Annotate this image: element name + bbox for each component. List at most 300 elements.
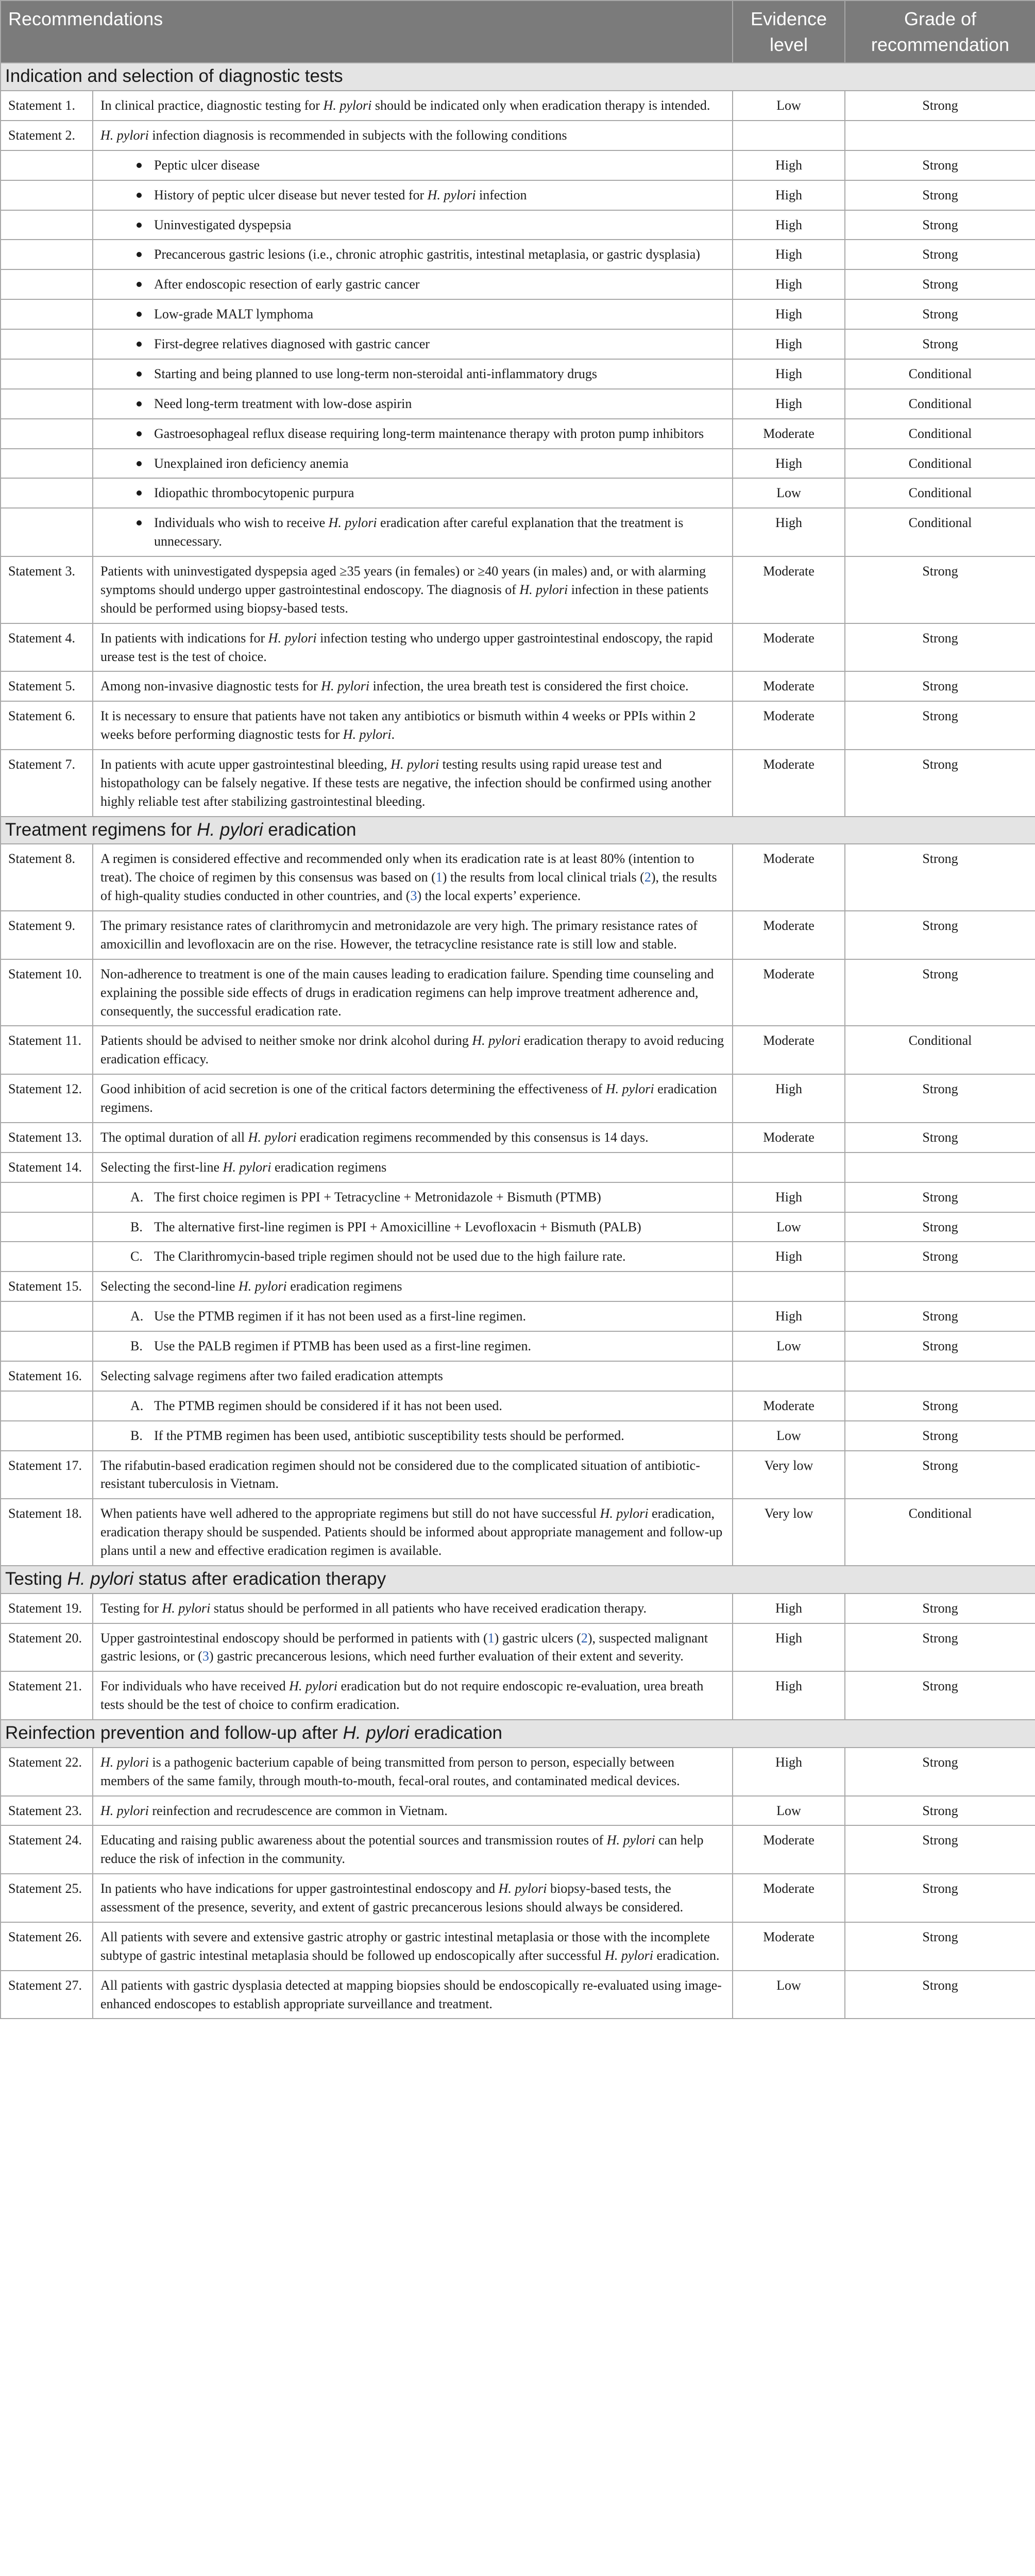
statement-number: Statement 20. [1,1623,93,1672]
recommendation-text [93,359,733,389]
recommendation-text [93,269,733,299]
recommendation-body: When patients have well adhered to the appropriate regimens but still do not have successful H. pylori eradication, eradication therapy should be suspended. Patients should be informed about appropriate management and follow-up plans until a new and effective eradication regimen is available. [100,1506,723,1558]
table-row [1,1026,1035,1074]
grade-of-recommendation: Conditional [845,1499,1035,1566]
recommendation-text [93,1272,733,1301]
table-row [1,1421,1035,1451]
grade-of-recommendation: Strong [845,1391,1035,1421]
table-row [1,359,1035,389]
recommendation-text [93,671,733,701]
table-row [1,1825,1035,1874]
recommendation-body: In patients with acute upper gastrointestinal bleeding, H. pylori testing results using rapid urease test and histopathology can be falsely negative. If these tests are negative, the infection should be confirmed using another highly reliable test after stabilizing gastrointestinal bleeding. [100,757,711,809]
statement-number: Statement 25. [1,1874,93,1922]
statement-number: Statement 15. [1,1272,93,1301]
recommendation-text [93,750,733,817]
section-header-row [1,1720,1035,1748]
bullet-icon [137,312,142,317]
evidence-level: Very low [733,1451,845,1499]
evidence-level: High [733,389,845,419]
grade-of-recommendation: Strong [845,1182,1035,1212]
evidence-level: Low [733,1796,845,1826]
bullet-icon [137,490,142,496]
recommendation-body: The rifabutin-based eradication regimen should not be considered due to the complicated situation of antibiotic-resistant tuberculosis in Vietnam. [100,1458,700,1492]
grade-of-recommendation: Strong [845,240,1035,269]
statement-number: Statement 19. [1,1594,93,1623]
recommendation-body: In patients with indications for H. pylori infection testing who undergo upper gastrointestinal endoscopy, the rapid urease test is the test of choice. [100,630,713,664]
statement-number [1,329,93,359]
recommendation-text [93,1182,733,1212]
evidence-level: High [733,329,845,359]
grade-of-recommendation: Strong [845,959,1035,1026]
table-row [1,210,1035,240]
evidence-level: High [733,150,845,180]
table-row [1,1331,1035,1361]
table-row [1,623,1035,672]
evidence-level: Moderate [733,1391,845,1421]
table-row [1,329,1035,359]
table-row [1,1301,1035,1331]
table-row [1,1123,1035,1153]
evidence-level: Low [733,1971,845,2019]
recommendation-text [93,1391,733,1421]
bullet-icon [137,371,142,377]
grade-of-recommendation: Strong [845,1212,1035,1242]
recommendation-body: Testing for H. pylori status should be performed in all patients who have received eradication therapy. [100,1600,647,1616]
evidence-level: Moderate [733,750,845,817]
section-title: Indication and selection of diagnostic tests [1,63,1035,91]
evidence-level: High [733,1671,845,1720]
evidence-level: Moderate [733,1922,845,1971]
recommendation-text [93,1594,733,1623]
recommendation-body: Patients should be advised to neither smoke nor drink alcohol during H. pylori eradication therapy to avoid reducing eradication efficacy. [100,1033,724,1067]
grade-of-recommendation: Strong [845,269,1035,299]
grade-of-recommendation: Strong [845,1748,1035,1796]
recommendation-body: A regimen is considered effective and recommended only when its eradication rate is at least 80% (intention to treat). The choice of regimen by this consensus was based on (1) the results from local clinical trials (2), the results of high-quality studies conducted in other countries, and (3) the local experts’ experience. [100,851,717,904]
statement-number: Statement 16. [1,1361,93,1391]
section-header-row [1,1566,1035,1594]
bullet-icon [137,252,142,257]
statement-number: Statement 22. [1,1748,93,1796]
statement-number [1,449,93,479]
recommendation-body: Educating and raising public awareness about the potential sources and transmission routes of H. pylori can help reduce the risk of infection in the community. [100,1833,704,1867]
grade-of-recommendation: Strong [845,299,1035,329]
evidence-level [733,1153,845,1182]
grade-of-recommendation: Strong [845,1421,1035,1451]
recommendation-body: H. pylori reinfection and recrudescence are common in Vietnam. [100,1803,448,1818]
section-title: Treatment regimens for H. pylori eradication [1,817,1035,844]
evidence-level: Low [733,1421,845,1451]
sub-item-letter: B. [130,1338,143,1354]
recommendation-text [93,1451,733,1499]
table-row [1,671,1035,701]
recommendation-body: After endoscopic resection of early gastric cancer [154,277,420,292]
recommendation-text [93,1361,733,1391]
recommendation-text [93,389,733,419]
statement-number [1,359,93,389]
statement-number: Statement 14. [1,1153,93,1182]
statement-number: Statement 24. [1,1825,93,1874]
grade-of-recommendation: Strong [845,1451,1035,1499]
recommendation-text [93,1796,733,1826]
statement-number: Statement 2. [1,121,93,150]
table-row [1,508,1035,556]
statement-number [1,299,93,329]
evidence-level: Moderate [733,911,845,959]
statement-number [1,508,93,556]
recommendation-body: Precancerous gastric lesions (i.e., chronic atrophic gastritis, intestinal metaplasia, or gastric dysplasia) [154,247,700,262]
bullet-icon [137,193,142,198]
recommendation-body: The optimal duration of all H. pylori eradication regimens recommended by this consensus is 14 days. [100,1129,649,1145]
recommendation-text [93,1331,733,1361]
evidence-level: High [733,299,845,329]
recommendation-body: Peptic ulcer disease [154,157,260,173]
grade-of-recommendation: Strong [845,556,1035,623]
bullet-icon [137,401,142,406]
bullet-icon [137,431,142,436]
table-row [1,750,1035,817]
grade-of-recommendation: Strong [845,329,1035,359]
recommendation-text [93,1026,733,1074]
grade-of-recommendation: Strong [845,623,1035,672]
sub-item-letter: A. [130,1309,144,1324]
table-row [1,150,1035,180]
statement-number: Statement 5. [1,671,93,701]
evidence-level: Moderate [733,419,845,449]
statement-number [1,1391,93,1421]
header-grade: Grade of recommendation [845,1,1035,63]
statement-number: Statement 4. [1,623,93,672]
evidence-level: Moderate [733,701,845,750]
grade-of-recommendation: Strong [845,1594,1035,1623]
recommendation-text [93,1922,733,1971]
recommendation-text [93,121,733,150]
recommendation-text [93,556,733,623]
recommendation-text [93,844,733,911]
evidence-level: Moderate [733,1026,845,1074]
grade-of-recommendation: Strong [845,91,1035,121]
recommendation-body: Uninvestigated dyspepsia [154,217,292,232]
evidence-level [733,1361,845,1391]
recommendation-text [93,1421,733,1451]
table-row [1,478,1035,508]
recommendation-text [93,1074,733,1123]
table-row [1,1391,1035,1421]
recommendation-text [93,449,733,479]
grade-of-recommendation: Conditional [845,359,1035,389]
recommendation-body: Use the PTMB regimen if it has not been used as a first-line regimen. [154,1309,527,1324]
recommendation-body: All patients with severe and extensive gastric atrophy or gastric intestinal metaplasia or those with the incomplete subtype of gastric intestinal metaplasia should be followed up endoscopically after successful H. pylori eradication. [100,1929,720,1963]
recommendation-body: H. pylori is a pathogenic bacterium capable of being transmitted from person to person, especially between members of the same family, through mouth-to-mouth, fecal-oral routes, and contaminated medical devices. [100,1754,680,1788]
table-row [1,1594,1035,1623]
grade-of-recommendation: Strong [845,1671,1035,1720]
statement-number: Statement 27. [1,1971,93,2019]
recommendation-body: Gastroesophageal reflux disease requiring long-term maintenance therapy with proton pump inhibitors [154,426,704,441]
recommendation-body: Unexplained iron deficiency anemia [154,455,349,471]
recommendation-text [93,701,733,750]
evidence-level: Low [733,91,845,121]
statement-number: Statement 3. [1,556,93,623]
evidence-level: High [733,508,845,556]
evidence-level: High [733,269,845,299]
recommendation-text [93,329,733,359]
evidence-level: Moderate [733,844,845,911]
statement-number [1,210,93,240]
statement-number [1,240,93,269]
statement-number [1,389,93,419]
recommendation-body: It is necessary to ensure that patients have not taken any antibiotics or bismuth within 4 weeks or PPIs within 2 weeks before performing diagnostic tests for H. pylori. [100,708,696,742]
table-row [1,449,1035,479]
statement-number [1,269,93,299]
grade-of-recommendation: Strong [845,1623,1035,1672]
statement-number: Statement 12. [1,1074,93,1123]
statement-number [1,180,93,210]
recommendation-text [93,1825,733,1874]
grade-of-recommendation: Strong [845,1123,1035,1153]
statement-number [1,1331,93,1361]
sub-item-letter: B. [130,1428,143,1443]
statement-number: Statement 18. [1,1499,93,1566]
statement-number: Statement 13. [1,1123,93,1153]
recommendation-body: Selecting salvage regimens after two failed eradication attempts [100,1368,443,1383]
evidence-level: High [733,1301,845,1331]
grade-of-recommendation: Conditional [845,508,1035,556]
grade-of-recommendation [845,121,1035,150]
recommendation-text [93,1971,733,2019]
recommendation-body: In clinical practice, diagnostic testing for H. pylori should be indicated only when eradication therapy is intended. [100,98,710,113]
recommendation-text [93,508,733,556]
recommendation-text [93,1499,733,1566]
bullet-icon [137,163,142,168]
evidence-level: High [733,1242,845,1272]
sub-item-letter: A. [130,1189,144,1205]
recommendation-body: History of peptic ulcer disease but never tested for H. pylori infection [154,187,527,202]
recommendation-text [93,240,733,269]
table-row [1,1451,1035,1499]
recommendation-body: First-degree relatives diagnosed with gastric cancer [154,336,430,352]
statement-number: Statement 21. [1,1671,93,1720]
evidence-level: High [733,180,845,210]
grade-of-recommendation: Conditional [845,389,1035,419]
statement-number [1,419,93,449]
table-row [1,180,1035,210]
statement-number: Statement 26. [1,1922,93,1971]
bullet-icon [137,461,142,466]
section-header-row [1,63,1035,91]
table-row [1,1499,1035,1566]
recommendation-text [93,91,733,121]
recommendation-text [93,1153,733,1182]
grade-of-recommendation: Strong [845,1301,1035,1331]
grade-of-recommendation: Strong [845,701,1035,750]
recommendation-body: Selecting the second-line H. pylori eradication regimens [100,1279,402,1294]
recommendation-body: Patients with uninvestigated dyspepsia aged ≥35 years (in females) or ≥40 years (in males) and, or with alarming symptoms should undergo upper gastrointestinal endoscopy. The diagnosis of H. pylori infection in these patients should be performed using biopsy-based tests. [100,564,709,616]
table-row [1,1212,1035,1242]
table-row [1,1153,1035,1182]
evidence-level: High [733,359,845,389]
sub-item-letter: A. [130,1398,144,1413]
section-title: Testing H. pylori status after eradication therapy [1,1566,1035,1594]
recommendation-body: All patients with gastric dysplasia detected at mapping biopsies should be endoscopically re-evaluated using image-enhanced endoscopes to establish appropriate surveillance and treatment. [100,1977,722,2011]
table-row [1,91,1035,121]
sub-item-letter: B. [130,1219,143,1234]
recommendation-text [93,210,733,240]
grade-of-recommendation: Strong [845,1074,1035,1123]
table-row [1,701,1035,750]
evidence-level: High [733,210,845,240]
grade-of-recommendation: Strong [845,844,1035,911]
evidence-level: Moderate [733,1123,845,1153]
sub-item-letter: C. [130,1249,143,1264]
grade-of-recommendation: Strong [845,1796,1035,1826]
recommendation-text [93,959,733,1026]
statement-number [1,478,93,508]
table-row [1,1874,1035,1922]
recommendation-body: The alternative first-line regimen is PPI + Amoxicilline + Levofloxacin + Bismuth (PALB) [154,1219,641,1234]
evidence-level: Moderate [733,959,845,1026]
table-row [1,299,1035,329]
evidence-level: Moderate [733,556,845,623]
evidence-level: High [733,240,845,269]
grade-of-recommendation: Strong [845,180,1035,210]
recommendation-text [93,419,733,449]
evidence-level: High [733,1074,845,1123]
statement-number [1,1212,93,1242]
statement-number: Statement 9. [1,911,93,959]
evidence-level [733,121,845,150]
section-title: Reinfection prevention and follow-up after H. pylori eradication [1,1720,1035,1748]
table-row [1,1272,1035,1301]
statement-number: Statement 8. [1,844,93,911]
recommendation-body: Upper gastrointestinal endoscopy should be performed in patients with (1) gastric ulcers (2), suspected malignant gastric lesions, or (3) gastric precancerous lesions, which need further evaluation of their extent and severity. [100,1630,708,1664]
table-row [1,959,1035,1026]
bullet-icon [137,520,142,526]
grade-of-recommendation: Strong [845,1825,1035,1874]
recommendation-body: Need long-term treatment with low-dose aspirin [154,396,412,411]
recommendation-text [93,1874,733,1922]
grade-of-recommendation: Strong [845,1874,1035,1922]
recommendation-body: Starting and being planned to use long-term non-steroidal anti-inflammatory drugs [154,366,597,381]
recommendation-text [93,1671,733,1720]
evidence-level [733,1272,845,1301]
table-row [1,1361,1035,1391]
evidence-level: Very low [733,1499,845,1566]
recommendation-text [93,1242,733,1272]
table-header-row [1,1,1035,63]
table-row [1,121,1035,150]
recommendation-text [93,478,733,508]
statement-number [1,150,93,180]
statement-number: Statement 11. [1,1026,93,1074]
statement-number [1,1421,93,1451]
recommendation-body: Individuals who wish to receive H. pylori eradication after careful explanation that the treatment is unnecessary. [154,515,684,549]
table-row [1,269,1035,299]
grade-of-recommendation: Strong [845,1242,1035,1272]
evidence-level: High [733,1182,845,1212]
table-row [1,556,1035,623]
table-row [1,1796,1035,1826]
grade-of-recommendation: Strong [845,1922,1035,1971]
evidence-level: High [733,1623,845,1672]
recommendation-text [93,299,733,329]
table-row [1,419,1035,449]
grade-of-recommendation [845,1272,1035,1301]
recommendation-body: For individuals who have received H. pylori eradication but do not require endoscopic re-evaluation, urea breath tests should be the test of choice to confirm eradication. [100,1679,704,1713]
recommendation-body: If the PTMB regimen has been used, antibiotic susceptibility tests should be performed. [154,1428,624,1443]
table-row [1,389,1035,419]
table-row [1,1623,1035,1672]
table-row [1,1971,1035,2019]
recommendation-body: Idiopathic thrombocytopenic purpura [154,485,354,501]
evidence-level: Low [733,1331,845,1361]
recommendation-text [93,1301,733,1331]
bullet-icon [137,223,142,228]
recommendation-body: H. pylori infection diagnosis is recommended in subjects with the following conditions [100,127,567,143]
grade-of-recommendation: Conditional [845,419,1035,449]
grade-of-recommendation: Strong [845,210,1035,240]
evidence-level: Moderate [733,1874,845,1922]
table-row [1,911,1035,959]
recommendation-body: Low-grade MALT lymphoma [154,307,314,322]
recommendation-text [93,1623,733,1672]
table-row [1,1922,1035,1971]
section-header-row [1,817,1035,844]
table-row [1,240,1035,269]
table-row [1,1182,1035,1212]
table-row [1,1748,1035,1796]
recommendation-body: Selecting the first-line H. pylori eradication regimens [100,1159,387,1175]
statement-number [1,1242,93,1272]
grade-of-recommendation: Strong [845,1331,1035,1361]
statement-number: Statement 17. [1,1451,93,1499]
grade-of-recommendation [845,1153,1035,1182]
recommendation-text [93,1212,733,1242]
recommendation-body: Non-adherence to treatment is one of the main causes leading to eradication failure. Spending time counseling and explaining the possible side effects of drugs in eradication regimens can help improve treatment adherence and, consequently, the successful eradication rate. [100,966,714,1019]
statement-number: Statement 10. [1,959,93,1026]
recommendation-body: Use the PALB regimen if PTMB has been used as a first-line regimen. [154,1338,531,1354]
grade-of-recommendation: Strong [845,1971,1035,2019]
statement-number: Statement 23. [1,1796,93,1826]
evidence-level: Low [733,478,845,508]
recommendation-text [93,180,733,210]
evidence-level: Moderate [733,623,845,672]
recommendation-body: The Clarithromycin-based triple regimen should not be used due to the high failure rate. [154,1249,626,1264]
grade-of-recommendation [845,1361,1035,1391]
statement-number: Statement 1. [1,91,93,121]
statement-number: Statement 7. [1,750,93,817]
evidence-level: High [733,1594,845,1623]
table-row [1,1671,1035,1720]
grade-of-recommendation: Conditional [845,449,1035,479]
evidence-level: Moderate [733,1825,845,1874]
evidence-level: Moderate [733,671,845,701]
statement-number: Statement 6. [1,701,93,750]
recommendation-text [93,1748,733,1796]
recommendation-body: The primary resistance rates of clarithromycin and metronidazole are very high. The primary resistance rates of amoxicillin and levofloxacin are on the rise. However, the tetracycline resistance rate is still low and stable. [100,918,698,952]
bullet-icon [137,282,142,287]
table-row [1,1242,1035,1272]
recommendation-body: Good inhibition of acid secretion is one of the critical factors determining the effectiveness of H. pylori eradication regimens. [100,1081,717,1115]
recommendation-text [93,1123,733,1153]
recommendation-body: Among non-invasive diagnostic tests for H. pylori infection, the urea breath test is considered the first choice. [100,679,689,694]
statement-number [1,1182,93,1212]
table-row [1,1074,1035,1123]
recommendation-body: In patients who have indications for upper gastrointestinal endoscopy and H. pylori biopsy-based tests, the assessment of the presence, severity, and extent of gastric precancerous lesions should always be considered. [100,1881,684,1915]
grade-of-recommendation: Strong [845,911,1035,959]
bullet-icon [137,342,142,347]
recommendation-body: The first choice regimen is PPI + Tetracycline + Metronidazole + Bismuth (PTMB) [154,1189,601,1205]
evidence-level: Low [733,1212,845,1242]
recommendation-text [93,150,733,180]
